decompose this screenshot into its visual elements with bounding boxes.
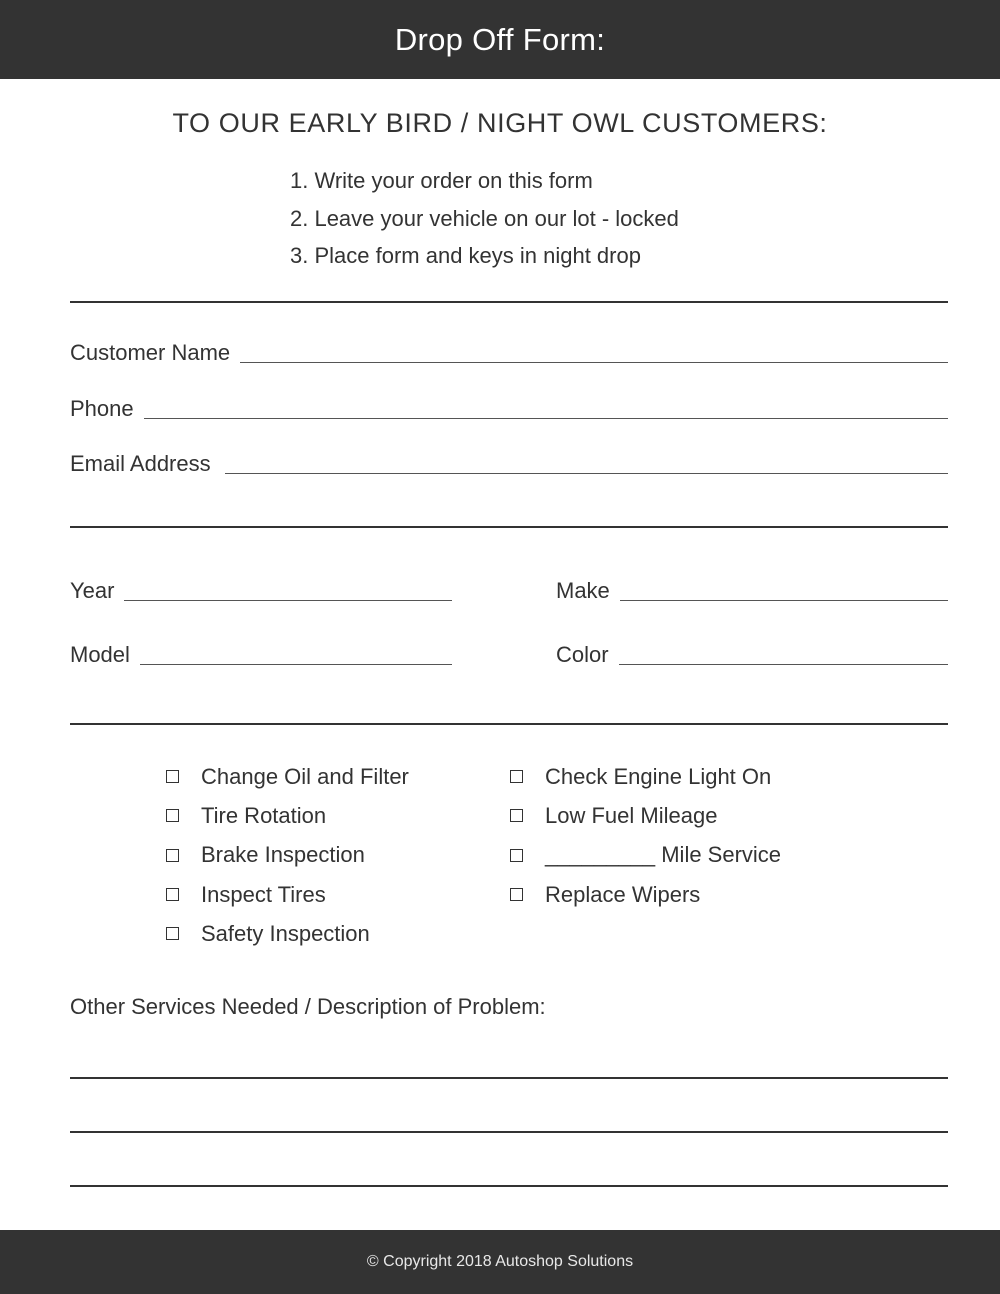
email-label: Email Address bbox=[70, 451, 211, 476]
email-input-line[interactable] bbox=[225, 473, 948, 474]
copyright-text: © Copyright 2018 Autoshop Solutions bbox=[366, 1253, 634, 1270]
email-field[interactable] bbox=[70, 451, 948, 477]
form-title: Drop Off Form: bbox=[394, 21, 606, 57]
checkbox-icon[interactable] bbox=[166, 770, 179, 783]
instruction-item: 3. Place form and keys in night drop bbox=[290, 243, 641, 268]
year-input-line[interactable] bbox=[124, 600, 452, 601]
color-field[interactable] bbox=[556, 642, 948, 668]
section-divider bbox=[70, 723, 948, 725]
customer-name-label: Customer Name bbox=[70, 340, 231, 365]
instruction-item: 2. Leave your vehicle on our lot - locked bbox=[290, 205, 679, 231]
model-field[interactable] bbox=[70, 642, 452, 668]
service-label: Safety Inspection bbox=[201, 920, 370, 946]
phone-field[interactable] bbox=[70, 396, 948, 422]
form-subtitle: TO OUR EARLY BIRD / NIGHT OWL CUSTOMERS: bbox=[172, 108, 828, 138]
customer-name-input-line[interactable] bbox=[240, 362, 948, 363]
year-label: Year bbox=[70, 578, 115, 603]
footer-bar bbox=[0, 1230, 1000, 1294]
model-input-line[interactable] bbox=[140, 664, 452, 665]
service-label: Tire Rotation bbox=[201, 802, 327, 828]
description-line[interactable] bbox=[70, 1077, 948, 1079]
service-label: _________ Mile Service bbox=[545, 842, 782, 868]
model-label: Model bbox=[70, 642, 130, 667]
service-option[interactable] bbox=[166, 836, 409, 875]
year-field[interactable] bbox=[70, 578, 452, 604]
checkbox-icon[interactable] bbox=[166, 927, 179, 940]
service-option[interactable] bbox=[166, 796, 409, 835]
service-label: Inspect Tires bbox=[201, 881, 326, 907]
services-left-column bbox=[166, 757, 409, 953]
service-label: Brake Inspection bbox=[201, 842, 365, 868]
service-option[interactable] bbox=[510, 836, 781, 875]
checkbox-icon[interactable] bbox=[166, 888, 179, 901]
section-divider bbox=[70, 526, 948, 528]
make-input-line[interactable] bbox=[620, 600, 948, 601]
service-label: Low Fuel Mileage bbox=[545, 802, 718, 828]
color-label: Color bbox=[556, 642, 609, 667]
section-divider bbox=[70, 301, 948, 303]
header-bar bbox=[0, 0, 1000, 79]
instruction-list bbox=[290, 164, 679, 277]
service-option[interactable] bbox=[510, 757, 781, 796]
description-line[interactable] bbox=[70, 1185, 948, 1187]
checkbox-icon[interactable] bbox=[510, 888, 523, 901]
service-option[interactable] bbox=[166, 914, 409, 953]
checkbox-icon[interactable] bbox=[510, 849, 523, 862]
checkbox-icon[interactable] bbox=[166, 809, 179, 822]
services-right-column bbox=[510, 757, 781, 914]
service-option[interactable] bbox=[510, 796, 781, 835]
service-label: Check Engine Light On bbox=[545, 763, 772, 789]
service-option[interactable] bbox=[166, 757, 409, 796]
phone-label: Phone bbox=[70, 396, 134, 421]
make-field[interactable] bbox=[556, 578, 948, 604]
checkbox-icon[interactable] bbox=[510, 809, 523, 822]
make-label: Make bbox=[556, 578, 610, 603]
checkbox-icon[interactable] bbox=[166, 849, 179, 862]
instruction-item: 1. Write your order on this form bbox=[290, 168, 593, 193]
service-label: Change Oil and Filter bbox=[201, 763, 409, 789]
color-input-line[interactable] bbox=[619, 664, 948, 665]
service-option[interactable] bbox=[510, 875, 781, 914]
service-option[interactable] bbox=[166, 875, 409, 914]
description-line[interactable] bbox=[70, 1131, 948, 1133]
customer-name-field[interactable] bbox=[70, 340, 948, 366]
checkbox-icon[interactable] bbox=[510, 770, 523, 783]
phone-input-line[interactable] bbox=[144, 418, 948, 419]
service-label: Replace Wipers bbox=[545, 881, 701, 907]
other-services-label: Other Services Needed / Description of Problem: bbox=[70, 994, 546, 1019]
